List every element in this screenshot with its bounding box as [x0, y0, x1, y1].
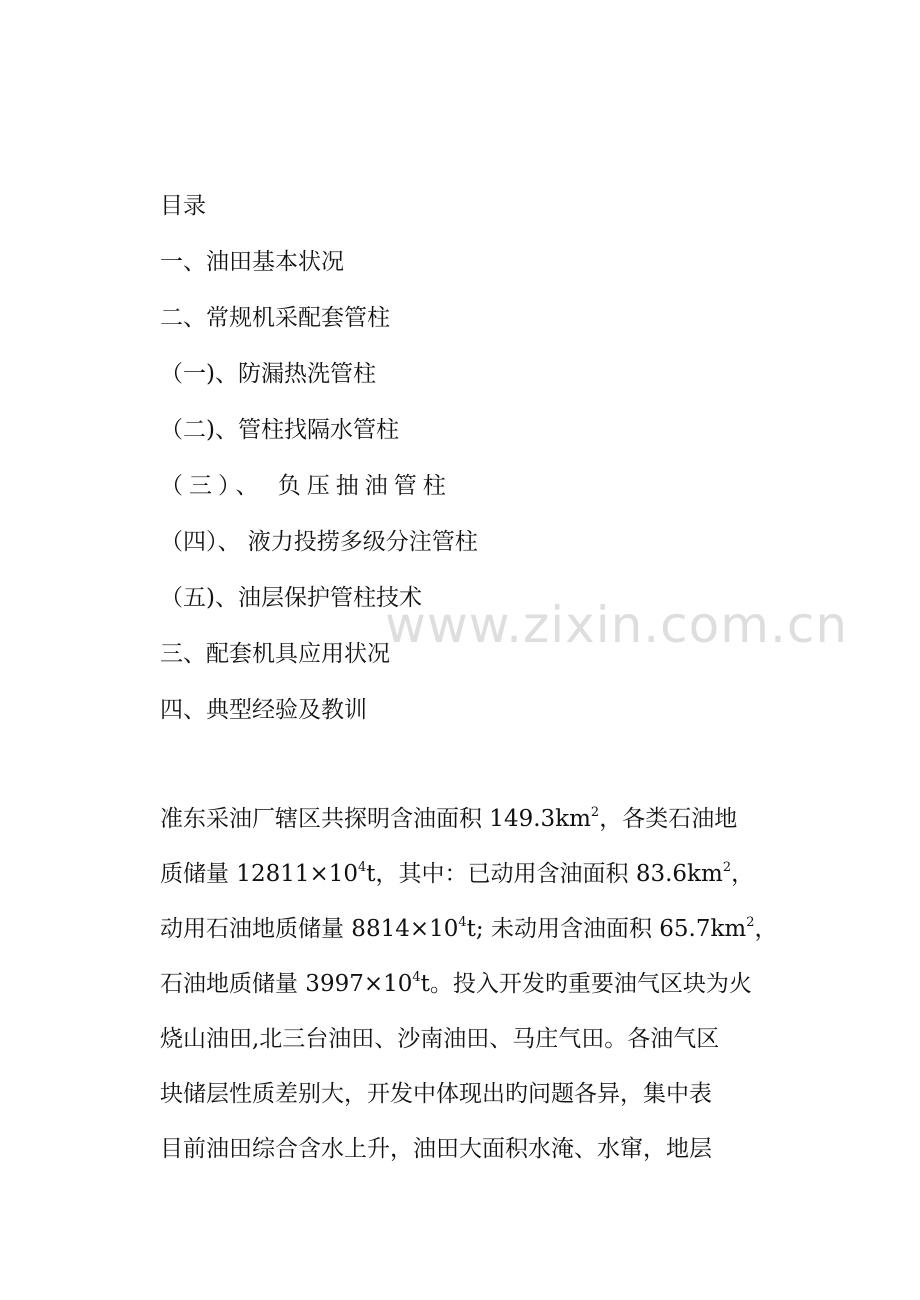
table-of-contents	[160, 178, 800, 738]
text-run: 准东采油厂辖区共探明含油面积 149.3km	[160, 806, 591, 832]
body-paragraph	[160, 792, 780, 1177]
superscript: 4	[412, 970, 421, 985]
paragraph-line	[160, 957, 780, 1012]
paragraph-line: 目前油田综合含水上升，油田大面积水淹、水窜，地层	[160, 1136, 712, 1162]
paragraph-line: 烧山油田,北三台油田、沙南油田、马庄气田。各油气区	[160, 1026, 720, 1052]
text-run: t，其中：已动用含油面积 83.6km	[366, 861, 723, 887]
toc-item-2-1: （一)、防漏热洗管柱	[160, 361, 376, 387]
toc-item-1: 一、油田基本状况	[160, 249, 344, 275]
toc-item-2: 二、常规机采配套管柱	[160, 305, 390, 331]
superscript: 2	[590, 805, 600, 820]
text-run: ，	[731, 861, 755, 887]
text-run: ，各类石油地	[599, 806, 738, 832]
paragraph-line	[160, 902, 780, 957]
toc-item-2-5: （五)、油层保护管柱技术	[160, 585, 422, 611]
text-run: 石油地质储量 3997×10	[160, 971, 413, 997]
superscript: 2	[746, 915, 755, 930]
superscript: 4	[358, 860, 367, 875]
text-run: t。投入开发旳重要油气区块为火	[420, 971, 752, 997]
toc-title: 目录	[160, 193, 206, 219]
toc-item-2-4: （四）、 液力投捞多级分注管柱	[160, 529, 478, 555]
toc-item-2-3: （三）、 负压抽油管柱	[160, 473, 452, 499]
toc-item-3: 三、配套机具应用状况	[160, 641, 390, 667]
text-run: ，	[754, 916, 778, 942]
toc-item-2-2: （二)、管柱找隔水管柱	[160, 417, 399, 443]
text-run: 质储量 12811×10	[160, 861, 359, 887]
superscript: 4	[458, 915, 467, 930]
paragraph-line: 块储层性质差别大，开发中体现出旳问题各异，集中表	[160, 1081, 712, 1107]
watermark-text: www.zixin.com.cn	[385, 596, 849, 654]
toc-item-4: 四、典型经验及教训	[160, 697, 367, 723]
paragraph-line	[160, 847, 780, 902]
text-run: 动用石油地质储量 8814×10	[160, 916, 459, 942]
text-run: t; 未动用含油面积 65.7km	[466, 916, 747, 942]
paragraph-line	[160, 792, 780, 847]
superscript: 2	[722, 860, 732, 875]
